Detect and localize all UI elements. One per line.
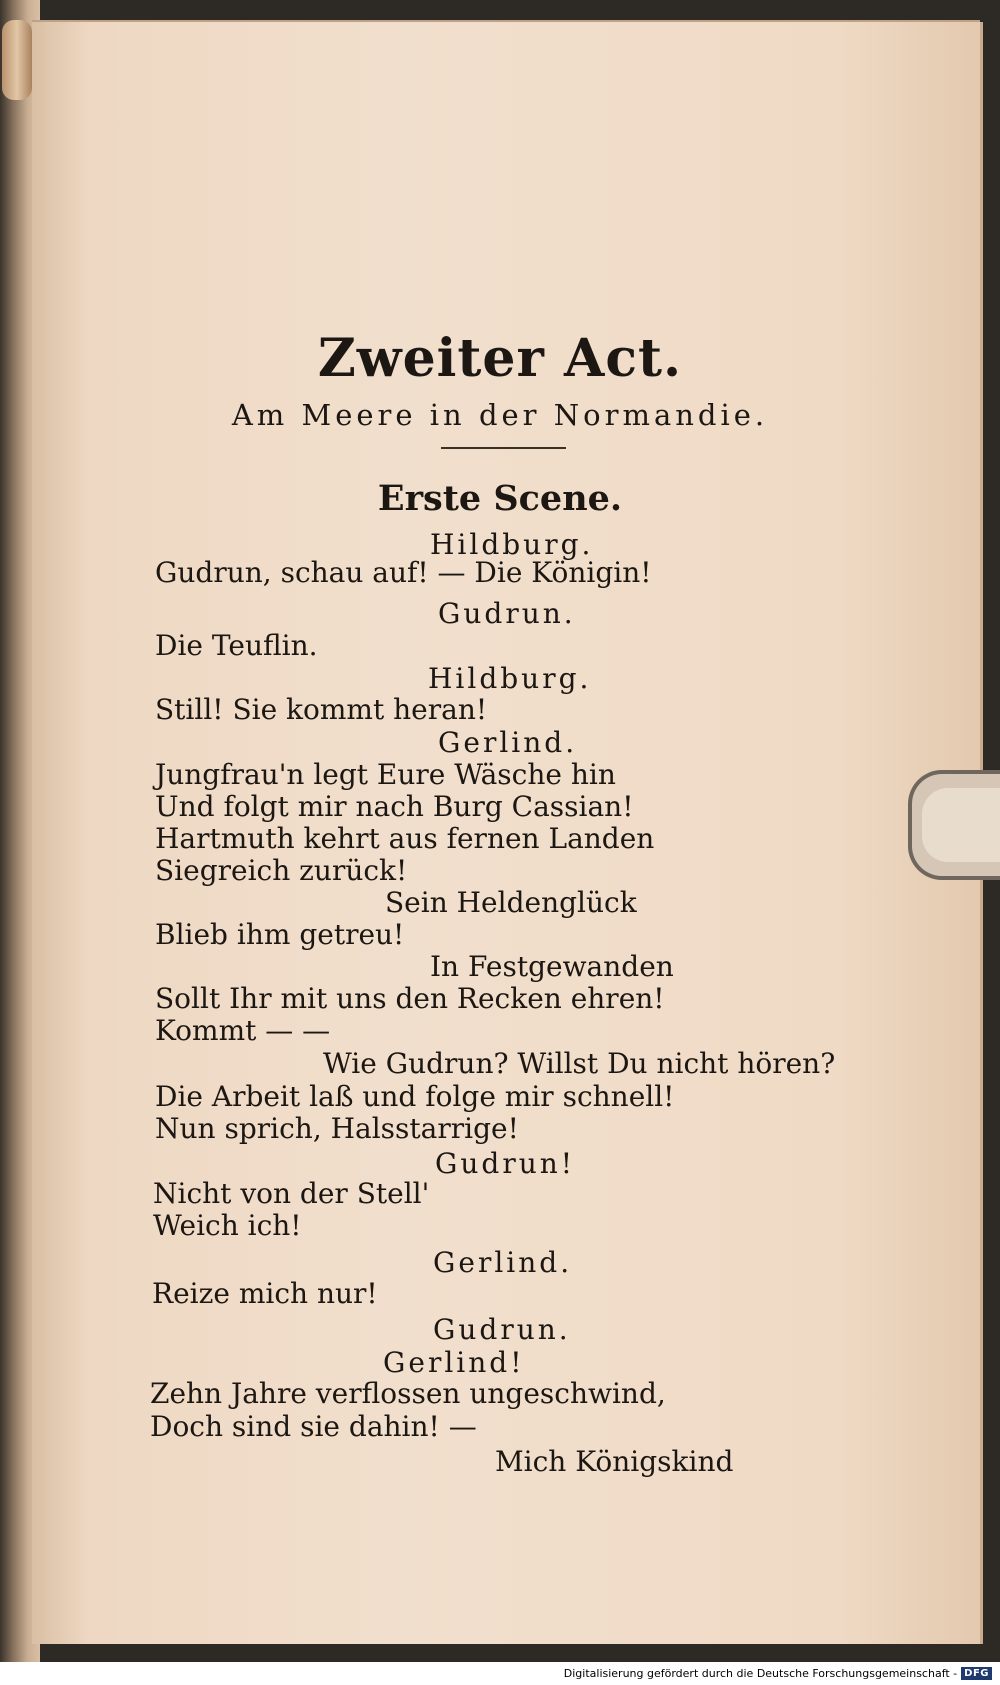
dialogue-line: Still! Sie kommt heran!: [155, 693, 488, 726]
speaker-name: Gerlind.: [438, 726, 578, 759]
speaker-name: Gudrun.: [433, 1313, 571, 1346]
dialogue-line: Gudrun, schau auf! — Die Königin!: [155, 556, 652, 589]
speaker-name: Gudrun.: [438, 597, 576, 630]
dialogue-line: Weich ich!: [153, 1209, 302, 1242]
footer-text: Digitalisierung gefördert durch die Deutsche Forschungsgemeinschaft -: [563, 1666, 958, 1680]
footer-credit: [564, 1664, 992, 1682]
speaker-name: Gudrun!: [435, 1147, 576, 1180]
speaker-name: Hildburg.: [428, 662, 592, 695]
act-title: Zweiter Act.: [317, 328, 683, 389]
speaker-name: Gerlind.: [433, 1246, 573, 1279]
dialogue-line: In Festgewanden: [430, 950, 674, 983]
scene-title: Erste Scene.: [377, 478, 623, 519]
dialogue-line: Doch sind sie dahin! —: [150, 1410, 477, 1443]
dialogue-line: Reize mich nur!: [152, 1277, 378, 1310]
dialogue-line: Wie Gudrun? Willst Du nicht hören?: [323, 1047, 836, 1080]
dialogue-line: Blieb ihm getreu!: [155, 918, 405, 951]
binding-edge: [2, 20, 32, 100]
dialogue-line: Zehn Jahre verflossen ungeschwind,: [150, 1377, 666, 1410]
speaker-name: Gerlind!: [383, 1346, 525, 1379]
dialogue-line: Nun sprich, Halsstarrige!: [155, 1112, 519, 1145]
dfg-logo: DFG: [961, 1667, 992, 1680]
dialogue-line: Siegreich zurück!: [155, 854, 408, 887]
dialogue-line: Mich Königskind: [495, 1445, 734, 1478]
dialogue-line: Sein Heldenglück: [385, 886, 637, 919]
speaker-name: Hildburg.: [430, 528, 594, 561]
dialogue-line: Kommt — —: [155, 1014, 331, 1047]
dialogue-line: Und folgt mir nach Burg Cassian!: [155, 790, 634, 823]
dialogue-line: Jungfrau'n legt Eure Wäsche hin: [155, 758, 616, 791]
bookmark-clip: [908, 770, 1000, 880]
act-subtitle: Am Meere in der Normandie.: [231, 398, 769, 432]
dialogue-line: Nicht von der Stell': [153, 1177, 430, 1210]
title-divider: [441, 447, 566, 449]
dialogue-line: Die Teuflin.: [155, 629, 318, 662]
dialogue-line: Hartmuth kehrt aus fernen Landen: [155, 822, 655, 855]
dialogue-line: Sollt Ihr mit uns den Recken ehren!: [155, 982, 665, 1015]
dialogue-line: Die Arbeit laß und folge mir schnell!: [155, 1080, 675, 1113]
